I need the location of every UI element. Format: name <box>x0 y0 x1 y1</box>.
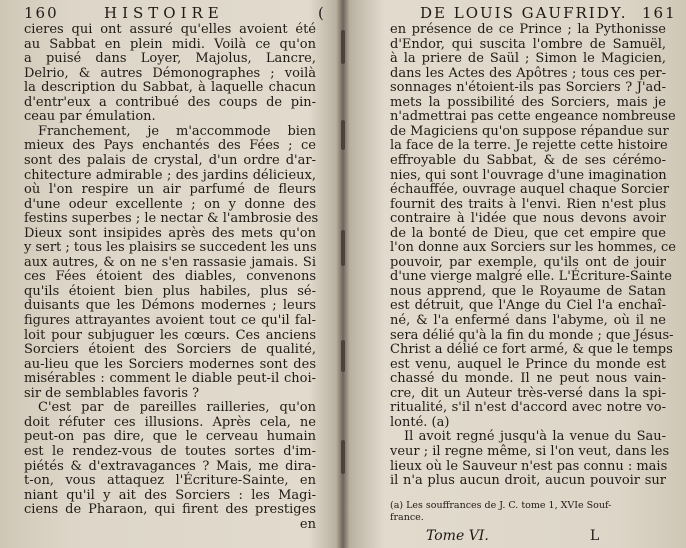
text-line: Sorciers étoient des Sorciers de qualité, <box>24 342 316 358</box>
left-head-mark: ( <box>318 4 326 22</box>
right-page <box>346 0 686 548</box>
text-line: sir de semblables favoris ? <box>24 385 200 401</box>
text-line: doit réfuter ces illusions. Après cela, ne <box>24 414 316 430</box>
text-line: de la bonté de Dieu, que cet empire que <box>390 225 666 241</box>
text-line: en <box>299 516 316 532</box>
text-line: ces Fées étoient des diables, convenons <box>24 269 316 285</box>
right-page-number: 161 <box>642 4 677 22</box>
text-line: chitecture admirable ; des jardins délicieux, <box>24 167 316 183</box>
text-line: Il avoit regné jusqu'à la venue du Sau- <box>404 429 666 445</box>
text-line: d'une vierge malgré elle. L'Écriture-Sainte <box>390 269 672 285</box>
text-line: y sert ; tous les plaisirs se succedent les uns <box>24 240 317 256</box>
text-line: au Sabbat en plein midi. Voilà ce qu'on <box>24 36 316 52</box>
left-page-number: 160 <box>24 4 59 22</box>
text-line: cre, dit un Auteur très-versé dans la spi- <box>390 385 666 401</box>
left-page <box>0 0 340 548</box>
text-line: peut-on pas dire, que le cerveau humain <box>24 429 316 445</box>
text-line: nies, qui sont l'ouvrage d'une imagination <box>390 167 667 183</box>
text-line: figures attrayantes avoient tout ce qu'il fal- <box>24 313 316 328</box>
text-line: veur ; il regne même, si l'on veut, dans les <box>390 443 670 459</box>
text-line: mieux des Pays enchantés des Fées ; ce <box>24 138 316 154</box>
text-line: d'Endor, qui suscita l'ombre de Samuël, <box>390 36 666 52</box>
text-line: en présence de ce Prince ; la Pythonisse <box>390 22 666 37</box>
text-line: lieux où le Sauveur n'est pas connu : mais <box>390 458 668 474</box>
volume-label: Tome VI. <box>426 528 489 544</box>
text-line: la face de la terre. Je rejette cette histoire <box>390 138 668 154</box>
text-line: de Magiciens qu'on suppose répandue sur <box>390 123 669 139</box>
text-line: est détruit, que l'Ange du Ciel l'a enchaî- <box>390 298 666 314</box>
text-line: sonnages n'étoient-ils pas Sorciers ? J'ad- <box>390 80 666 96</box>
text-line: loit pour subjuguer les cœurs. Ces anciens <box>24 327 316 343</box>
text-line: né, & l'a enfermé dans l'abyme, où il ne <box>390 313 666 328</box>
text-line: d'une odeur excellente ; on y donne des <box>24 196 316 212</box>
footnote-line-2: france. <box>390 512 424 523</box>
text-line: à la priere de Saül ; Simon le Magicien, <box>390 51 666 67</box>
text-line: dans les Actes des Apôtres ; tous ces per- <box>390 65 666 81</box>
text-line: au-lieu que les Sorciers modernes sont des <box>24 356 316 372</box>
left-running-head: HISTOIRE <box>104 4 224 22</box>
text-line: est venu, auquel le Prince du monde est <box>390 356 666 372</box>
text-line: a puisé dans Loyer, Majolus, Lancre, <box>24 51 316 67</box>
text-line: la description du Sabbat, à laquelle chacun <box>24 80 316 96</box>
text-line: C'est par de pareilles railleries, qu'on <box>38 400 316 416</box>
text-line: il n'a plus aucun droit, aucun pouvoir sur <box>390 473 666 489</box>
text-line: sont des palais de crystal, d'un ordre d'ar- <box>24 152 316 168</box>
text-line: duisants que les Démons modernes ; leurs <box>24 298 316 314</box>
text-line: fournit des traits à l'envi. Rien n'est plus <box>390 196 666 212</box>
text-line: nous apprend, que le Royaume de Satan <box>390 283 666 299</box>
text-line: qu'ils étoient bien plus habiles, plus sé- <box>24 283 316 299</box>
text-line: piétés & d'extravagances ? Mais, me dira- <box>24 458 316 474</box>
text-line: d'entr'eux a contribué des coups de pin- <box>24 94 316 110</box>
signature-mark: L <box>590 528 600 544</box>
text-line: Delrio, & autres Démonographes ; voilà <box>24 65 316 81</box>
text-line: sera délié qu'à la fin du monde ; que Jésus- <box>390 327 674 343</box>
text-line: lonté. (a) <box>390 414 450 430</box>
text-line: ciens de Pharaon, qui firent des prestiges <box>24 502 316 518</box>
text-line: l'on donne aux Sorciers sur les hommes, ce <box>390 240 676 256</box>
text-line: où l'on respire un air parfumé de fleurs <box>24 182 316 198</box>
text-line: effroyable du Sabbat, & de ses cérémo- <box>390 152 666 168</box>
text-line: aux autres, & on ne s'en rassasie jamais. Si <box>24 254 316 270</box>
text-line: Christ a délié ce fort armé, & que le temps <box>390 342 673 358</box>
right-running-head: DE LOUIS GAUFRIDY. <box>420 4 628 22</box>
text-line: chassé du monde. Il ne peut nous vain- <box>390 371 666 387</box>
text-line: misérables : comment le diable peut-il choi- <box>24 371 316 387</box>
text-line: mets la possibilité des Sorciers, mais je <box>390 94 666 110</box>
footnote-line-1: (a) Les souffrances de J. C. tome 1, XVIe Souf- <box>390 500 612 511</box>
text-line: Franchement, je m'accommode bien <box>38 123 316 139</box>
text-line: ritualité, s'il n'est d'accord avec notre vo- <box>390 400 666 416</box>
text-line: t-on, vous attaquez l'Écriture-Sainte, en <box>24 473 316 489</box>
text-line: échauffée, ouvrage auquel chaque Sorcier <box>390 182 670 198</box>
text-line: est le rendez-vous de toutes sortes d'im- <box>24 443 316 459</box>
text-line: Dieux sont insipides après des mets qu'on <box>24 225 316 241</box>
text-line: festins superbes ; le nectar & l'ambrosie des <box>24 211 319 227</box>
text-line: cieres qui ont assuré qu'elles avoient été <box>24 22 316 37</box>
text-line: n'admettrai pas cette engeance nombreuse <box>390 109 676 125</box>
text-line: niant qu'il y ait des Sorciers : les Magi- <box>24 487 316 503</box>
text-line: contraire à l'idée que nous devons avoir <box>390 211 666 227</box>
text-line: pouvoir, par exemple, qu'ils ont de jouir <box>390 254 666 270</box>
text-line: ceau par émulation. <box>24 109 156 125</box>
